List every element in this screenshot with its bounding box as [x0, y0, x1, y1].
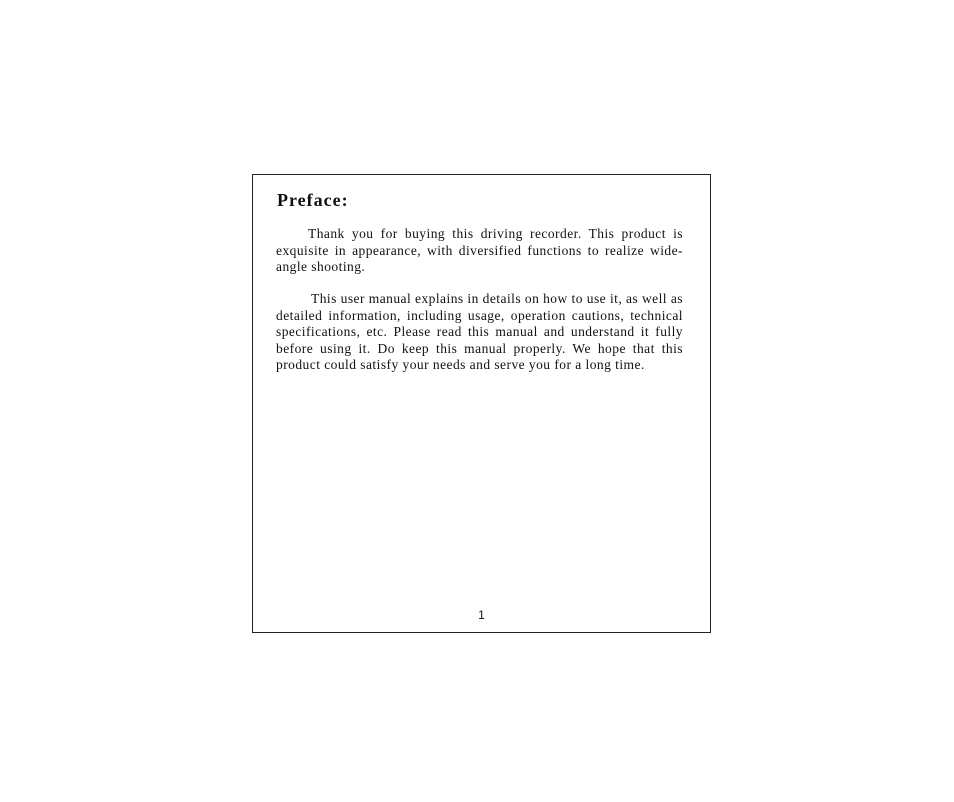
page-heading: Preface: — [277, 190, 349, 210]
manual-description-paragraph: This user manual explains in details on how to use it, as well as detailed information, including usage, operation cautions, technical specifications, etc. Please read this manual and understand it fully before using it. Do keep this manual properly. We hope that this product could satisfy your needs and serve you for a long time. — [276, 291, 683, 372]
manual-page — [252, 174, 711, 633]
page-number: 1 — [478, 608, 485, 622]
intro-paragraph: Thank you for buying this driving recorder. This product is exquisite in appearance, with diversified functions to realize wide-angle shooting. — [276, 226, 683, 274]
